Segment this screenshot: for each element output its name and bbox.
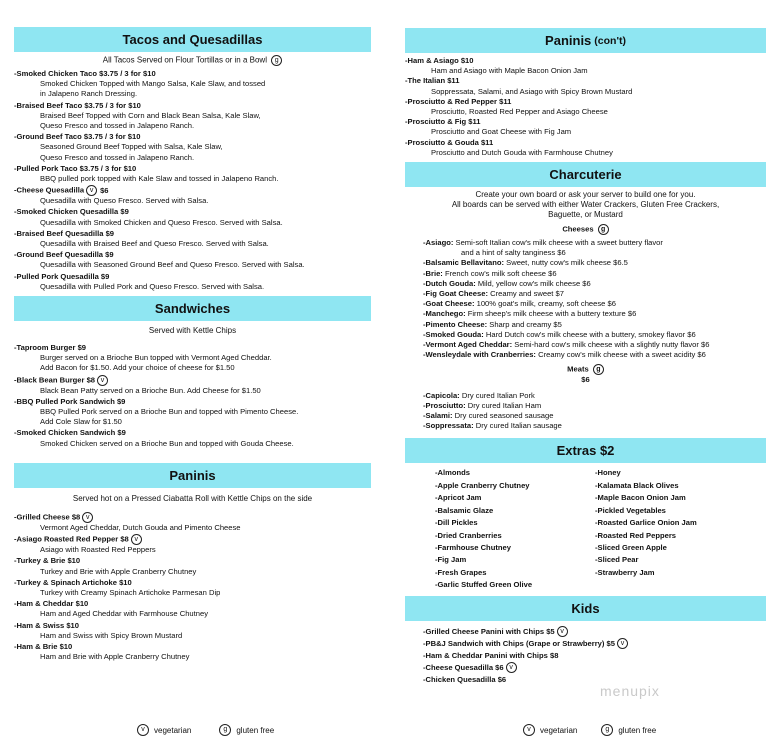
kids-list (405, 626, 766, 686)
cheese-item (405, 421, 766, 431)
menu-item-name: -Ham & Brie $10 (14, 641, 73, 651)
menu-item-description: BBQ Pulled Pork served on a Brioche Bun and topped with Pimento Cheese. (40, 407, 299, 417)
menu-item-name: -Cheese Quesadilla (14, 185, 85, 195)
menu-item-name: -Turkey & Brie $10 (14, 556, 81, 566)
extras-item: -Strawberry Jam (595, 567, 655, 577)
menu-item (14, 642, 371, 652)
menu-item-description: Add Cole Slaw for $1.50 (40, 417, 122, 427)
extras-item: -Roasted Red Peppers (595, 530, 677, 540)
menu-item-description: Soppressata, Salami, and Asiago with Spicy Brown Mustard (431, 86, 633, 96)
item-description: French cow's milk soft cheese $6 (444, 268, 557, 278)
kids-item-name: -Chicken Quesadilla $6 (423, 674, 507, 684)
menu-item (14, 164, 371, 174)
charcuterie-header (405, 162, 766, 187)
meats-label: Meats g (405, 364, 766, 375)
item-description: Dry cured seasoned sausage (454, 411, 554, 421)
extras-item: -Roasted Garlice Onion Jam (595, 518, 697, 528)
menu-item-description: Ham and Brie with Apple Cranberry Chutney (40, 652, 190, 662)
legend-gluten-free-label: gluten free (618, 725, 657, 735)
item-description: Sweet, nutty cow's milk cheese $6.5 (506, 258, 628, 268)
cheese-item (405, 279, 766, 289)
item-description: Dry cured Italian sausage (475, 421, 562, 431)
vegetarian-icon: v (506, 662, 517, 673)
menu-item (14, 185, 371, 196)
item-description-cont: and a hint of salty tanginess $6 (461, 248, 566, 258)
cheese-item (405, 309, 766, 319)
cheeses-list (405, 238, 766, 360)
menu-item-name: -Braised Beef Taco $3.75 / 3 for $10 (14, 100, 141, 110)
vegetarian-icon: v (131, 534, 142, 545)
menu-item-description: Prosciutto and Dutch Gouda with Farmhouse Chutney (431, 147, 613, 157)
paninis-header (14, 463, 371, 488)
menu-item-name: -Grilled Cheese $8 (14, 512, 81, 522)
item-name: -Soppressata: (423, 421, 474, 431)
item-name: -Fig Goat Cheese: (423, 289, 488, 299)
menu-item (14, 578, 371, 588)
sandwiches-note: Served with Kettle Chips (148, 326, 237, 336)
menu-item (405, 117, 766, 127)
menu-item-description: Burger served on a Brioche Bun topped with Vermont Aged Cheddar. (40, 353, 272, 363)
menu-item-description: Ham and Aged Cheddar with Farmhouse Chutney (40, 609, 209, 619)
menu-item (14, 101, 371, 111)
menu-item-description: Ham and Swiss with Spicy Brown Mustard (40, 630, 183, 640)
menu-item-description: Braised Beef Topped with Corn and Black Bean Salsa, Kale Slaw, (40, 110, 261, 120)
extras-item: -Sliced Pear (595, 555, 639, 565)
menu-item-price: $6 (100, 185, 109, 195)
menu-item (405, 56, 766, 66)
charcuterie-note (405, 190, 766, 220)
paninis-cont-header (405, 28, 766, 53)
menu-item (405, 97, 766, 107)
item-description: Firm sheep's milk cheese with a buttery texture $6 (467, 309, 637, 319)
cheese-item (405, 258, 766, 268)
extras-item: -Sliced Green Apple (595, 542, 667, 552)
legend-vegetarian-label: vegetarian (154, 725, 192, 735)
tacos-note: All Tacos Served on Flour Tortillas or in a Bowl g (14, 55, 371, 66)
item-description: Creamy and sweet $7 (490, 289, 564, 299)
menu-item-name: -BBQ Pulled Pork Sandwich $9 (14, 396, 126, 406)
extras-item: -Almonds (435, 468, 471, 478)
menu-item-name: -Pulled Pork Quesadilla $9 (14, 271, 110, 281)
extras-item: -Fresh Grapes (435, 567, 487, 577)
menu-item-description: Smoked Chicken Topped with Mango Salsa, Kale Slaw, and tossed (40, 79, 266, 89)
kids-item (405, 638, 766, 650)
cheese-item (405, 411, 766, 421)
kids-item (405, 650, 766, 662)
paninis-cont-list (405, 56, 766, 158)
kids-item-name: -Grilled Cheese Panini with Chips $5 (423, 626, 555, 636)
item-name: -Salami: (423, 411, 453, 421)
meats-list (405, 391, 766, 432)
cheese-item (405, 289, 766, 299)
kids-item (405, 662, 766, 674)
menu-item-description: Add Bacon for $1.50. Add your choice of cheese for $1.50 (40, 363, 235, 373)
kids-title: Kids (571, 600, 600, 616)
legend-left (137, 724, 274, 736)
legend-vegetarian-label: vegetarian (540, 725, 578, 735)
item-description: 100% goat's milk, creamy, soft cheese $6 (476, 299, 616, 309)
extras-item: -Honey (595, 468, 621, 478)
item-name: -Pimento Cheese: (423, 319, 488, 329)
menu-item-name: -Ham & Swiss $10 (14, 620, 79, 630)
menu-item (14, 207, 371, 217)
sandwiches-title: Sandwiches (154, 301, 231, 317)
item-name: -Wensleydale with Cranberries: (423, 350, 536, 360)
menu-item (14, 375, 371, 386)
menu-item-name: -Turkey & Spinach Artichoke $10 (14, 577, 132, 587)
extras-title: Extras $2 (556, 443, 615, 459)
menu-item-name: -Black Bean Burger $8 (14, 375, 96, 385)
menu-item (405, 76, 766, 86)
item-description: Sharp and creamy $5 (489, 319, 562, 329)
cheese-item (405, 391, 766, 401)
menu-item-description: BBQ pulled pork topped with Kale Slaw and tossed in Jalapeno Ranch. (40, 174, 279, 184)
kids-item-name: -PB&J Sandwich with Chips (Grape or Strawberry) $5 (423, 638, 615, 648)
menu-item-description: Quesadilla with Braised Beef and Queso Fresco. Served with Salsa. (40, 239, 269, 249)
extras-item: -Balsamic Glaze (435, 505, 494, 515)
cheese-item (405, 320, 766, 330)
menu-item-description: Quesadilla with Pulled Pork and Queso Fresco. Served with Salsa. (40, 281, 265, 291)
gluten-free-icon: g (598, 224, 609, 235)
extras-item: -Apple Cranberry Chutney (435, 480, 530, 490)
vegetarian-icon: v (137, 724, 149, 736)
paninis-list (14, 512, 371, 662)
extras-item: -Fig Jam (435, 555, 467, 565)
menu-item (14, 343, 371, 353)
item-name: -Smoked Gouda: (423, 329, 484, 339)
item-name: -Vermont Aged Cheddar: (423, 340, 513, 350)
legend-right (523, 724, 656, 736)
gluten-free-icon: g (593, 364, 604, 375)
cheese-item (405, 350, 766, 360)
menu-item-description: Queso Fresco and tossed in Jalapeno Ranch. (40, 121, 195, 131)
gluten-free-icon: g (219, 724, 231, 736)
menu-item-name: -Taproom Burger $9 (14, 343, 87, 353)
item-name: -Capicola: (423, 390, 460, 400)
legend-gluten-free-label: gluten free (236, 725, 275, 735)
menu-item-name: -Ham & Asiago $10 (405, 56, 474, 65)
item-name: -Prosciutto: (423, 400, 466, 410)
menu-item-description: Turkey and Brie with Apple Cranberry Chutney (40, 566, 197, 576)
menu-item-description: Asiago with Roasted Red Peppers (40, 545, 156, 555)
menu-item-name: -Ground Beef Quesadilla $9 (14, 250, 114, 260)
item-description: Dry cured Italian Ham (467, 400, 542, 410)
menu-item (14, 428, 371, 438)
item-description: Dry cured Italian Pork (461, 390, 535, 400)
cheese-item (405, 299, 766, 309)
menu-item (14, 621, 371, 631)
extras-header (405, 438, 766, 463)
vegetarian-icon: v (97, 375, 108, 386)
extras-item: -Garlic Stuffed Green Olive (435, 580, 533, 590)
item-description: Mild, yellow cow's milk cheese $6 (477, 278, 591, 288)
kids-item (405, 626, 766, 638)
cheeses-label: Cheeses g (405, 224, 766, 235)
menu-item (14, 397, 371, 407)
charcuterie-note-line: Create your own board or ask your server to build one for you. (475, 190, 696, 200)
cheese-item (405, 238, 766, 248)
menu-item (14, 132, 371, 142)
item-name: -Balsamic Bellavitano: (423, 258, 505, 268)
vegetarian-icon: v (82, 512, 93, 523)
gluten-free-icon: g (271, 55, 282, 66)
menu-item (14, 69, 371, 79)
paninis-note: Served hot on a Pressed Ciabatta Roll with Kettle Chips on the side (72, 493, 313, 503)
vegetarian-icon: v (617, 638, 628, 649)
menu-item-description: Smoked Chicken served on a Brioche Bun and topped with Gouda Cheese. (40, 438, 294, 448)
vegetarian-icon: v (86, 185, 97, 196)
kids-item (405, 674, 766, 686)
kids-header (405, 596, 766, 621)
tacos-title: Tacos and Quesadillas (122, 32, 263, 47)
sandwiches-list (14, 343, 371, 449)
extras-item: -Apricot Jam (435, 493, 482, 503)
menu-item-description: Vermont Aged Cheddar, Dutch Gouda and Pimento Cheese (40, 522, 241, 532)
extras-item: -Kalamata Black Olives (595, 480, 679, 490)
menu-item-description: Prosciutto and Goat Cheese with Fig Jam (431, 127, 572, 137)
menu-item-name: -Smoked Chicken Sandwich $9 (14, 428, 126, 438)
tacos-header (14, 27, 371, 52)
menu-item-description: Seasoned Ground Beef Topped with Salsa, Kale Slaw, (40, 142, 223, 152)
paninis-cont-title: Paninis (545, 33, 592, 48)
extras-left-column (435, 467, 595, 591)
extras-item: -Pickled Vegetables (595, 505, 666, 515)
menu-item-name: -Prosciutto & Red Pepper $11 (405, 96, 512, 106)
charcuterie-title: Charcuterie (549, 167, 622, 183)
cheese-item (405, 330, 766, 340)
menu-item-description: Queso Fresco and tossed in Jalapeno Ranch. (40, 152, 195, 162)
cheese-item (405, 401, 766, 411)
item-name: -Manchego: (423, 309, 466, 319)
extras-item: -Farmhouse Chutney (435, 542, 511, 552)
extras-item: -Dried Cranberries (435, 530, 502, 540)
right-column (405, 0, 766, 686)
menu-item (14, 556, 371, 566)
menu-item-description: Quesadilla with Queso Fresco. Served with Salsa. (40, 196, 209, 206)
vegetarian-icon: v (557, 626, 568, 637)
menu-item (14, 229, 371, 239)
menu-item-name: -Prosciutto & Fig $11 (405, 117, 481, 127)
menu-item (14, 272, 371, 282)
vegetarian-icon: v (523, 724, 535, 736)
menu-item-name: -Smoked Chicken Taco $3.75 / 3 for $10 (14, 69, 156, 78)
kids-item-name: -Ham & Cheddar Panini with Chips $8 (423, 650, 559, 660)
item-description: Semi-soft Italian cow's milk cheese with a sweet buttery flavor (455, 238, 663, 248)
menu-item-name: -The Italian $11 (405, 76, 460, 86)
menu-item-name: -Asiago Roasted Red Pepper $8 (14, 534, 129, 544)
item-name: -Asiago: (423, 238, 454, 248)
extras-item: -Dill Pickles (435, 518, 478, 528)
charcuterie-note-line: All boards can be served with either Water Crackers, Gluten Free Crackers, (451, 200, 720, 210)
menu-item-description: in Jalapeno Ranch Dressing. (40, 89, 138, 99)
sandwiches-header (14, 296, 371, 321)
kids-item-name: -Cheese Quesadilla $6 (423, 662, 504, 672)
menu-item-description: Black Bean Patty served on a Brioche Bun. Add Cheese for $1.50 (40, 385, 261, 395)
menu-item-name: -Braised Beef Quesadilla $9 (14, 228, 115, 238)
extras-right-column (595, 467, 755, 591)
charcuterie-note-line: Baguette, or Mustard (548, 210, 623, 220)
menu-item-description: Ham and Asiago with Maple Bacon Onion Jam (431, 66, 588, 76)
menu-item (14, 534, 371, 545)
menu-item (14, 512, 371, 523)
menu-item-description: Prosciutto, Roasted Red Pepper and Asiago Cheese (431, 107, 608, 117)
gluten-free-icon: g (601, 724, 613, 736)
menu-item-name: -Smoked Chicken Quesadilla $9 (14, 207, 129, 217)
menu-item-name: -Ham & Cheddar $10 (14, 599, 89, 609)
item-description: Hard Dutch cow's milk cheese with a buttery, smokey flavor $6 (485, 329, 696, 339)
paninis-title: Paninis (169, 467, 216, 483)
menu-item-name: -Ground Beef Taco $3.75 / 3 for $10 (14, 132, 141, 142)
menu-item-name: -Prosciutto & Gouda $11 (405, 137, 494, 147)
menu-item (14, 599, 371, 609)
extras-item: -Maple Bacon Onion Jam (595, 493, 686, 503)
menu-item (405, 138, 766, 148)
cheese-item (405, 269, 766, 279)
cheese-item (405, 340, 766, 350)
extras-list (405, 467, 766, 591)
paninis-cont-suffix: (con't) (594, 34, 626, 47)
item-description: Creamy cow's milk cheese with a sweet acidity $6 (538, 350, 706, 360)
watermark: menupix (600, 683, 660, 699)
meats-price: $6 (581, 375, 590, 385)
menu-item-description: Quesadilla with Smoked Chicken and Queso Fresco. Served with Salsa. (40, 217, 283, 227)
tacos-list (14, 69, 371, 292)
item-name: -Brie: (423, 268, 443, 278)
menu-item-description: Turkey with Creamy Spinach Artichoke Parmesan Dip (40, 587, 221, 597)
left-column (14, 0, 371, 662)
item-name: -Goat Cheese: (423, 299, 475, 309)
menu-item-name: -Pulled Pork Taco $3.75 / 3 for $10 (14, 163, 137, 173)
menu-item-description: Quesadilla with Seasoned Ground Beef and Queso Fresco. Served with Salsa. (40, 260, 305, 270)
item-name: -Dutch Gouda: (423, 278, 476, 288)
menu-item (14, 250, 371, 260)
item-description: Semi-hard cow's milk cheese with a slightly nutty flavor $6 (514, 340, 710, 350)
